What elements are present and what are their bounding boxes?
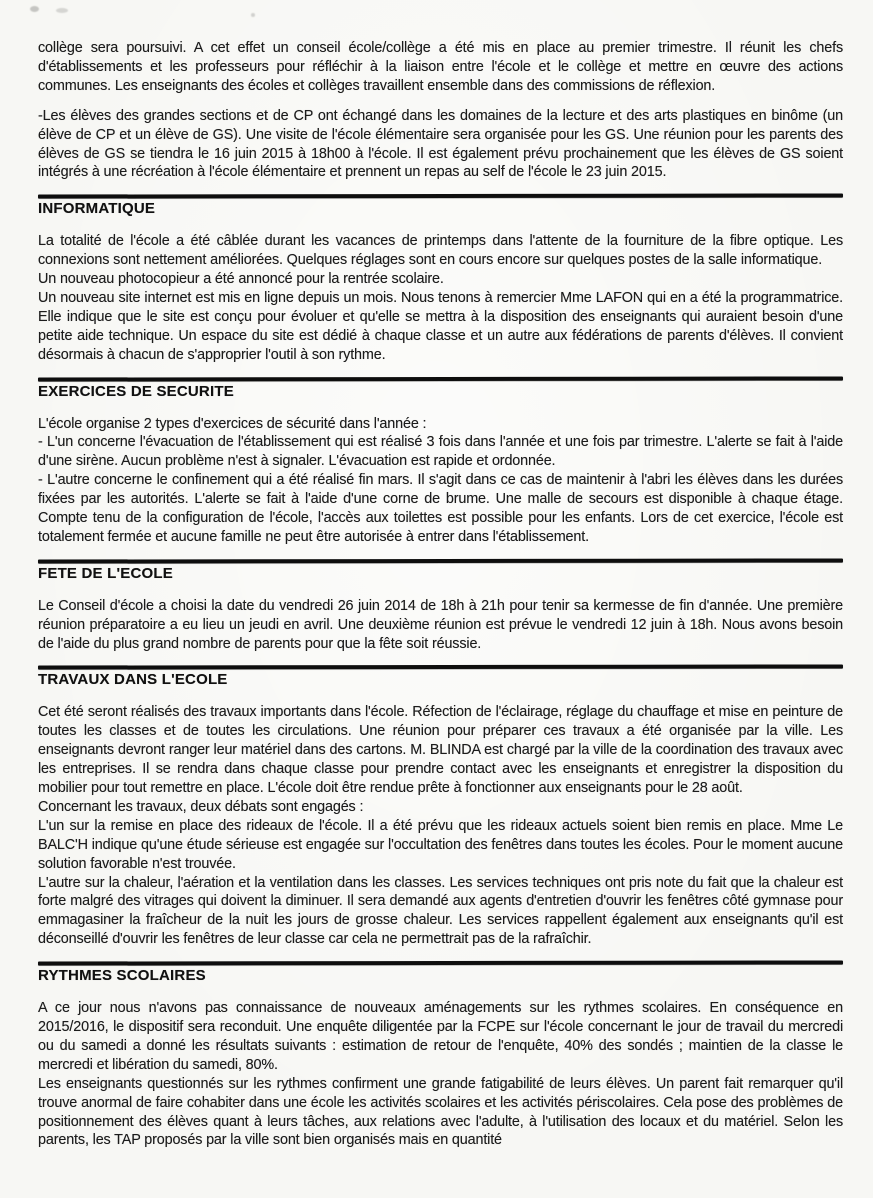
scan-speck <box>30 6 39 12</box>
paragraph: - L'autre concerne le confinement qui a été réalisé fin mars. Il s'agit dans ce cas de maintenir à l'abri les élèves dans les durées fixées par les autorités. L'alerte se fait à l'aide d'une corne de brume. Une malle de secours est disponible à chaque étage. Compte tenu de la configuration de l'école, l'accès aux toilettes est possible pour les enfants. Lors de cet exercice, l'école est totalement fermée et aucune famille ne peut être autorisée à entrer dans l'établissement. <box>38 472 843 545</box>
paragraph: Les enseignants questionnés sur les rythmes confirment une grande fatigabilité de leurs élèves. Un parent fait remarquer qu'il trouve anormal de faire cohabiter dans une école les activités scolaires et les activités périscolaires. Cela pose des problèmes de positionnement des élèves quant à leurs tâches, aux relations avec l'adulte, à l'utilisation des locaux et du matériel. Selon les parents, les TAP proposés par la ville sont bien organisés mais en quantité <box>38 1075 843 1149</box>
paragraph: L'école organise 2 types d'exercices de sécurité dans l'année : <box>38 415 427 432</box>
paragraph: Un nouveau site internet est mis en ligne depuis un mois. Nous tenons à remercier Mme LAFON qui en a été la programmatrice. Elle indique que le site est conçu pour évoluer et qu'elle se mettra à la disposition des enseignants qui auraient besoin d'une petite aide technique. Un espace du site est dédié à chaque classe et un autre aux fédérations de parents d'élèves. Il convient désormais à chacun de s'approprier l'outil à son rythme. <box>38 289 843 363</box>
section-fete-de-l-ecole <box>38 559 843 654</box>
section-rythmes-scolaires <box>38 961 843 1150</box>
paragraph: La totalité de l'école a été câblée durant les vacances de printemps dans l'attente de la fourniture de la fibre optique. Les connexions sont nettement améliorées. Quelques réglages sont en cours encore sur quelques postes de la salle informatique. <box>38 233 843 269</box>
section-divider <box>38 961 843 966</box>
paragraph: L'un sur la remise en place des rideaux de l'école. Il a été prévu que les rideaux actuels soient bien remis en place. Mme Le BALC'H indique qu'une étude sérieuse est engagée sur l'occultation des fenêtres dans toutes les écoles. Pour le moment aucune solution favorable n'est trouvée. <box>38 817 843 872</box>
section-divider <box>38 665 843 670</box>
paragraph: Un nouveau photocopieur a été annoncé pour la rentrée scolaire. <box>38 271 444 288</box>
paragraph: A ce jour nous n'avons pas connaissance de nouveaux aménagements sur les rythmes scolaires. En conséquence en 2015/2016, le dispositif sera reconduit. Une enquête diligentée par la FCPE sur l'école concernant le jour de travail du mercredi ou du samedi a donné les résultats suivants : estimation de retour de l'enquête, 40% des sondés ; maintien de la classe le mercredi et libération du samedi, 80%. <box>38 1000 843 1073</box>
section-title: FETE DE L'ECOLE <box>38 564 173 582</box>
section-title: INFORMATIQUE <box>38 200 156 218</box>
scan-speck <box>251 13 255 17</box>
paragraph: L'autre sur la chaleur, l'aération et la ventilation dans les classes. Les services techniques ont pris note du fait que la chaleur est forte malgré des vitrages qui doivent la diminuer. Il sera demandé aux agents d'entretien d'ouvrir les fenêtres côté gymnase pour emmagasiner la fraîcheur de la nuit les jours de grosse chaleur. Les services rappellent également aux enseignants qu'il est déconseillé d'ouvrir les fenêtres de leur classe car cela ne permettrait pas de la rafraîchir. <box>38 874 843 948</box>
paragraph: Cet été seront réalisés des travaux importants dans l'école. Réfection de l'éclairage, réglage du chauffage et mise en peinture de toutes les classes et de toutes les circulations. Une réunion pour préparer ces travaux a été organisée par la ville. Les enseignants devront ranger leur matériel dans des cartons. M. BLINDA est chargé par la ville de la coordination des travaux avec les entreprises. Il se rendra dans chaque classe pour prendre contact avec les enseignants et enregistrer la disposition du mobilier pour tout remettre en place. L'école doit être rendue prête à fonctionner aux enseignants pour le 28 août. <box>38 704 843 796</box>
scan-speck <box>56 8 68 13</box>
section-divider <box>38 376 843 381</box>
section-informatique <box>38 194 843 364</box>
intro-paragraph: collège sera poursuivi. A cet effet un conseil école/collège a été mis en place au premier trimestre. Il réunit les chefs d'établissements et les professeurs pour réfléchir à la liaison entre l'école et le collège et mettre en œuvre des actions communes. Les enseignants des écoles et collèges travaillent ensemble dans des commissions de réflexion. <box>38 40 843 94</box>
section-travaux-dans-l-ecole <box>38 665 843 949</box>
section-exercices-de-securite <box>38 377 843 547</box>
section-title: RYTHMES SCOLAIRES <box>38 967 206 985</box>
section-divider <box>38 558 843 563</box>
section-title: EXERCICES DE SECURITE <box>38 382 234 400</box>
paragraph: - L'un concerne l'évacuation de l'établissement qui est réalisé 3 fois dans l'année et une fois par trimestre. L'alerte se fait à l'aide d'une sirène. Aucun problème n'est à signaler. L'évacuation est rapide et ordonnée. <box>38 434 843 470</box>
paragraph: Le Conseil d'école a choisi la date du vendredi 26 juin 2014 de 18h à 21h pour tenir sa kermesse de fin d'année. Une première réunion préparatoire a eu lieu un jeudi en avril. Une deuxième réunion est prévue le vendredi 12 juin à 18h. Nous avons besoin de l'aide du plus grand nombre de parents pour que la fête soit réussie. <box>38 597 843 652</box>
paragraph: Concernant les travaux, deux débats sont engagés : <box>38 798 364 815</box>
intro-paragraph: -Les élèves des grandes sections et de CP ont échangé dans les domaines de la lecture et des arts plastiques en binôme (un élève de CP et un élève de GS). Une visite de l'école élémentaire sera organisée pour les GS. Une réunion pour les parents des élèves de GS se tiendra le 16 juin 2015 à 18h00 à l'école. Il est également prévu prochainement que les élèves de GS soient intégrés à une récréation à l'école élémentaire et prennent un repas au self de l'école le 23 juin 2015. <box>38 107 843 181</box>
section-title: TRAVAUX DANS L'ECOLE <box>38 671 228 689</box>
section-divider <box>38 194 843 199</box>
